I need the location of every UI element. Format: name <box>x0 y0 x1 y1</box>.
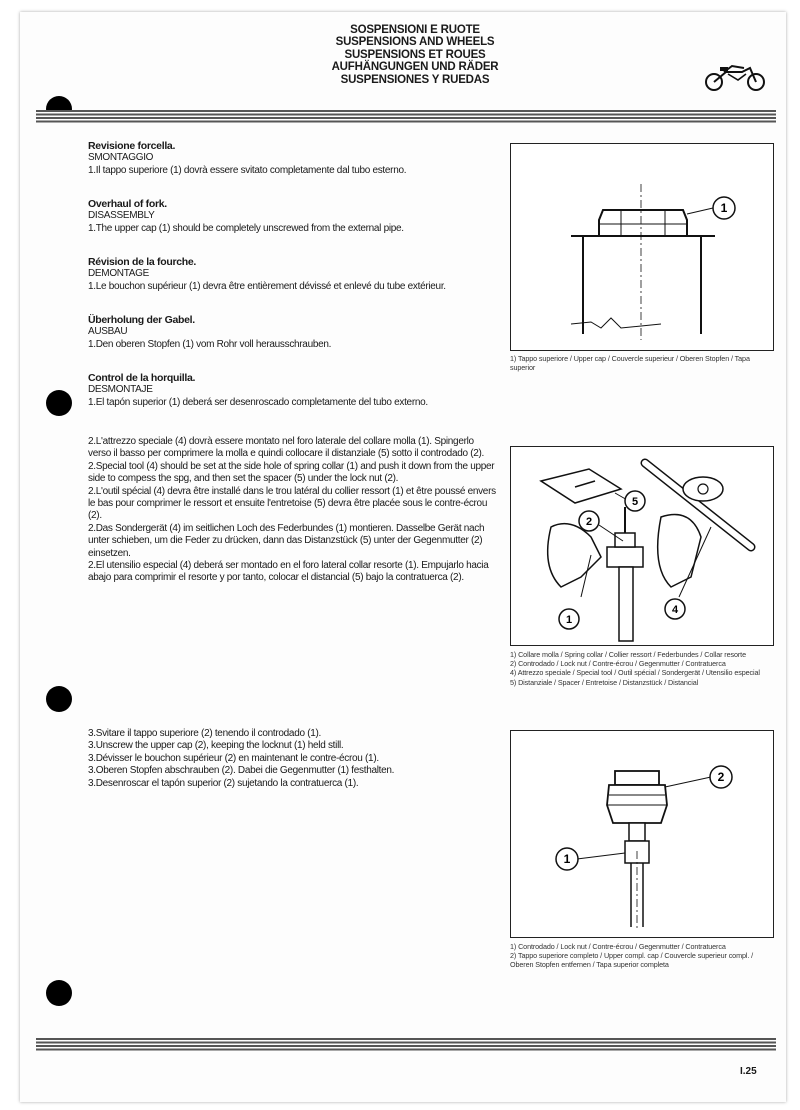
callout-label: 2 <box>717 770 725 784</box>
step-paragraph: 3.Desenroscar el tapón superior (2) sujetando la contratuerca (1). <box>88 777 359 789</box>
step-paragraph: 2.El utensilio especial (4) deberá ser montado en el foro lateral collar resorte (1). Empujarlo hacia abajo para comprimir el resorte y por tanto, colocar el distancial (5) bajo la contratuerca (2). <box>88 560 489 584</box>
step-paragraph: 2.L'attrezzo speciale (4) dovrà essere montato nel foro laterale del collare molla (1). Spingerlo verso il basso per comprimere la molla e quindi collocare il distanziale (5) sotto il controdado (2). <box>88 436 485 460</box>
header-line: SOSPENSIONI E RUOTE <box>350 24 480 36</box>
section-subtitle: DEMONTAGE <box>88 268 150 280</box>
upper-cap-removal-illustration <box>511 731 773 937</box>
section-german <box>88 314 508 351</box>
caption-line: 4) Attrezzo speciale / Special tool / Outil spécial / Sondergerät / Utensilio especial <box>510 668 760 678</box>
section-text: 1.Il tappo superiore (1) dovrà essere svitato completamente dal tubo esterno. <box>88 164 407 176</box>
caption-line: 2) Tappo superiore completo / Upper compl. cap / Couvercle superieur compl. / Oberen Stopfen entfernen / Tapa superior completa <box>510 951 754 970</box>
binder-hole <box>46 390 72 416</box>
section-text: 1.El tapón superior (1) deberá ser desenroscado completamente del tubo externo. <box>88 396 428 408</box>
header-line: SUSPENSIONS AND WHEELS <box>335 36 495 49</box>
step-2-text <box>88 436 498 585</box>
section-subtitle: DISASSEMBLY <box>88 210 155 222</box>
header-rule <box>36 110 776 124</box>
figure-2-caption <box>510 650 772 687</box>
step-paragraph: 3.Unscrew the upper cap (2), keeping the locknut (1) held still. <box>88 740 344 752</box>
section-title: Control de la horquilla. <box>88 372 196 384</box>
section-text: 1.Den oberen Stopfen (1) vom Rohr voll herausschrauben. <box>88 338 332 350</box>
step-paragraph: 3.Dévisser le bouchon supérieur (2) en maintenant le contre-écrou (1). <box>88 752 379 764</box>
footer-rule <box>36 1038 776 1052</box>
section-subtitle: AUSBAU <box>88 326 128 338</box>
section-title: Révision de la fourche. <box>88 256 197 268</box>
caption-line: 2) Controdado / Lock nut / Contre-écrou / Gegenmutter / Contratuerca <box>510 659 726 669</box>
caption-line: 1) Collare molla / Spring collar / Collier ressort / Federbundes / Collar resorte <box>510 650 746 659</box>
figure-2 <box>510 446 774 646</box>
callout-label: 1 <box>565 614 573 626</box>
callout-label: 5 <box>631 496 639 508</box>
caption-line: 1) Controdado / Lock nut / Contre-écrou / Gegenmutter / Contratuerca <box>510 942 726 951</box>
figure-3 <box>510 730 774 938</box>
caption-line: 5) Distanziale / Spacer / Entretoise / Distanzstück / Distancial <box>510 677 699 687</box>
header-line: SUSPENSIONES Y RUEDAS <box>340 73 490 86</box>
step-paragraph: 2.Special tool (4) should be set at the side hole of spring collar (1) and push it down from the upper side to compess the spg, and then set the spacer (5) under the lock nut (2). <box>88 460 495 485</box>
step-paragraph: 2.L'outil spécial (4) devra être installé dans le trou latéral du collier ressort (1) et être poussé envers le bas pour comprimer le ressort et ensuite l'entretoise (5) devra être placée sous le contre-écrou (2). <box>88 485 496 522</box>
header-line: SUSPENSIONS ET ROUES <box>344 48 486 61</box>
caption-line: 1) Tappo superiore / Upper cap / Couvercle superieur / Oberen Stopfen / Tapa superior <box>510 354 750 373</box>
callout-label: 1 <box>563 852 571 866</box>
page-number: I.25 <box>740 1066 757 1077</box>
section-title: Overhaul of fork. <box>88 198 167 210</box>
fork-cap-illustration <box>511 144 773 350</box>
step-paragraph: 3.Oberen Stopfen abschrauben (2). Dabei die Gegenmutter (1) festhalten. <box>88 765 395 777</box>
step-paragraph: 3.Svitare il tappo superiore (2) tenendo il controdado (1). <box>88 728 321 739</box>
section-subtitle: DESMONTAJE <box>88 384 153 396</box>
step-paragraph: 2.Das Sondergerät (4) im seitlichen Loch des Federbundes (1) montieren. Dasselbe Gerät nach unter schieben, um die Feder zu drücken, dann das Distanzstück (5) unter der Gegenmutter (2) einsetzen. <box>88 522 485 559</box>
section-english <box>88 198 508 235</box>
figure-3-caption <box>510 942 772 970</box>
section-title: Überholung der Gabel. <box>88 314 195 326</box>
header-line: AUFHÄNGUNGEN UND RÄDER <box>331 61 499 74</box>
binder-hole <box>46 686 72 712</box>
section-italian <box>88 140 508 177</box>
callout-label: 1 <box>720 201 728 215</box>
binder-hole <box>46 980 72 1006</box>
motorcycle-icon <box>702 62 768 92</box>
section-french <box>88 256 508 293</box>
section-spanish <box>88 372 508 409</box>
section-title: Revisione forcella. <box>88 140 176 152</box>
section-subtitle: SMONTAGGIO <box>88 152 154 164</box>
callout-label: 2 <box>585 516 593 528</box>
step-3-text <box>88 728 498 790</box>
section-text: 1.The upper cap (1) should be completely unscrewed from the external pipe. <box>88 222 404 234</box>
spring-compression-illustration <box>511 447 773 645</box>
page-header <box>300 24 530 86</box>
figure-1-caption <box>510 354 772 372</box>
figure-1 <box>510 143 774 351</box>
section-text: 1.Le bouchon supérieur (1) devra être entièrement dévissé et enlevé du tube extérieur. <box>88 280 446 292</box>
callout-label: 4 <box>671 604 679 616</box>
